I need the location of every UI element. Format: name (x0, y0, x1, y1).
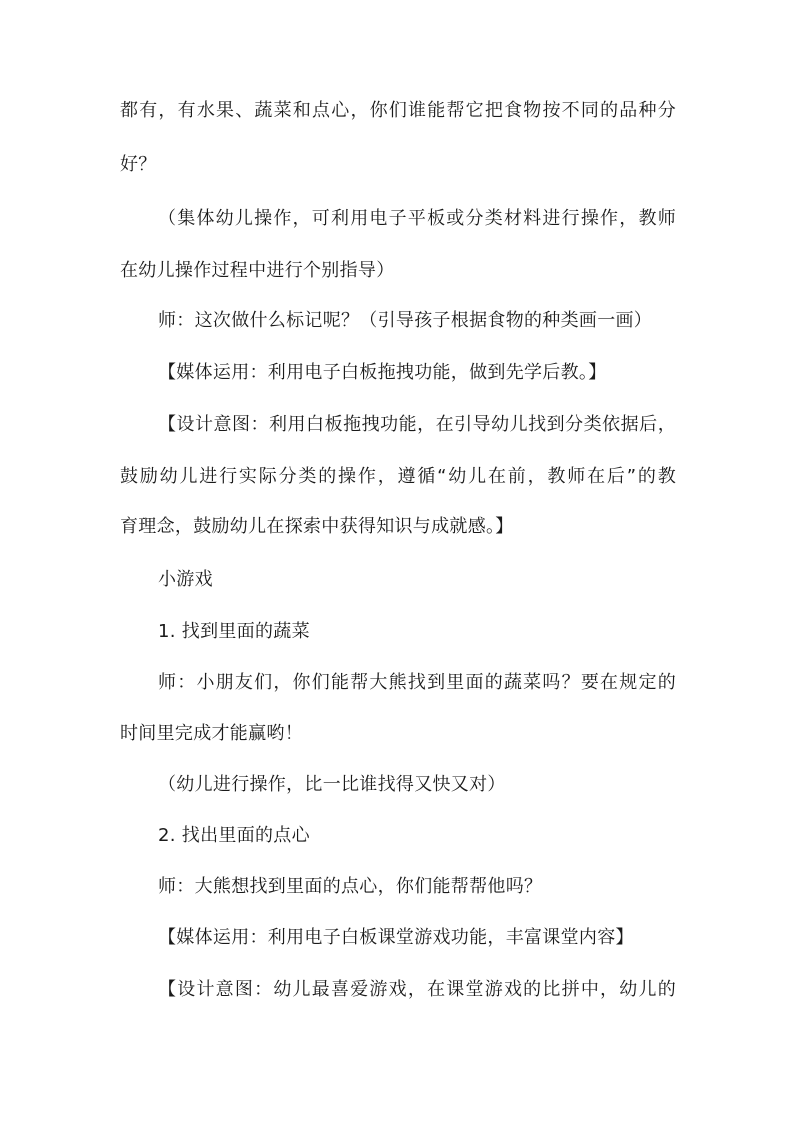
list-item-heading: 2. 找出里面的点心 (158, 825, 310, 846)
paragraph-line: 师：这次做什么标记呢？（引导孩子根据食物的种类画一画） (158, 310, 653, 331)
section-heading: 小游戏 (158, 569, 213, 590)
paragraph-line: 好？ (120, 154, 157, 175)
paragraph-line: 时间里完成才能赢哟！ (120, 723, 303, 744)
list-item-heading: 1. 找到里面的蔬菜 (158, 621, 310, 642)
design-intent-note: 【设计意图：利用白板拖拽功能，在引导幼儿找到分类依据后， (158, 414, 676, 435)
paragraph-line: （集体幼儿操作，可利用电子平板或分类材料进行操作，教师 (158, 208, 676, 229)
paragraph-line: 师：大熊想找到里面的点心，你们能帮帮他吗？ (158, 876, 543, 897)
paragraph-line: （幼儿进行操作，比一比谁找得又快又对） (158, 774, 506, 795)
paragraph-line: 在幼儿操作过程中进行个别指导） (120, 260, 395, 281)
paragraph-line: 师：小朋友们，你们能帮大熊找到里面的蔬菜吗？要在规定的 (158, 672, 676, 693)
media-use-note: 【媒体运用：利用电子白板课堂游戏功能，丰富课堂内容】 (158, 927, 634, 948)
paragraph-line: 育理念，鼓励幼儿在探索中获得知识与成就感。】 (120, 516, 514, 537)
media-use-note: 【媒体运用：利用电子白板拖拽功能，做到先学后教。】 (158, 362, 607, 383)
design-intent-note: 【设计意图：幼儿最喜爱游戏，在课堂游戏的比拼中，幼儿的 (158, 979, 676, 1000)
paragraph-line: 都有，有水果、蔬菜和点心，你们谁能帮它把食物按不同的品种分 (120, 100, 676, 121)
paragraph-line: 鼓励幼儿进行实际分类的操作，遵循“幼儿在前，教师在后”的教 (120, 466, 676, 487)
